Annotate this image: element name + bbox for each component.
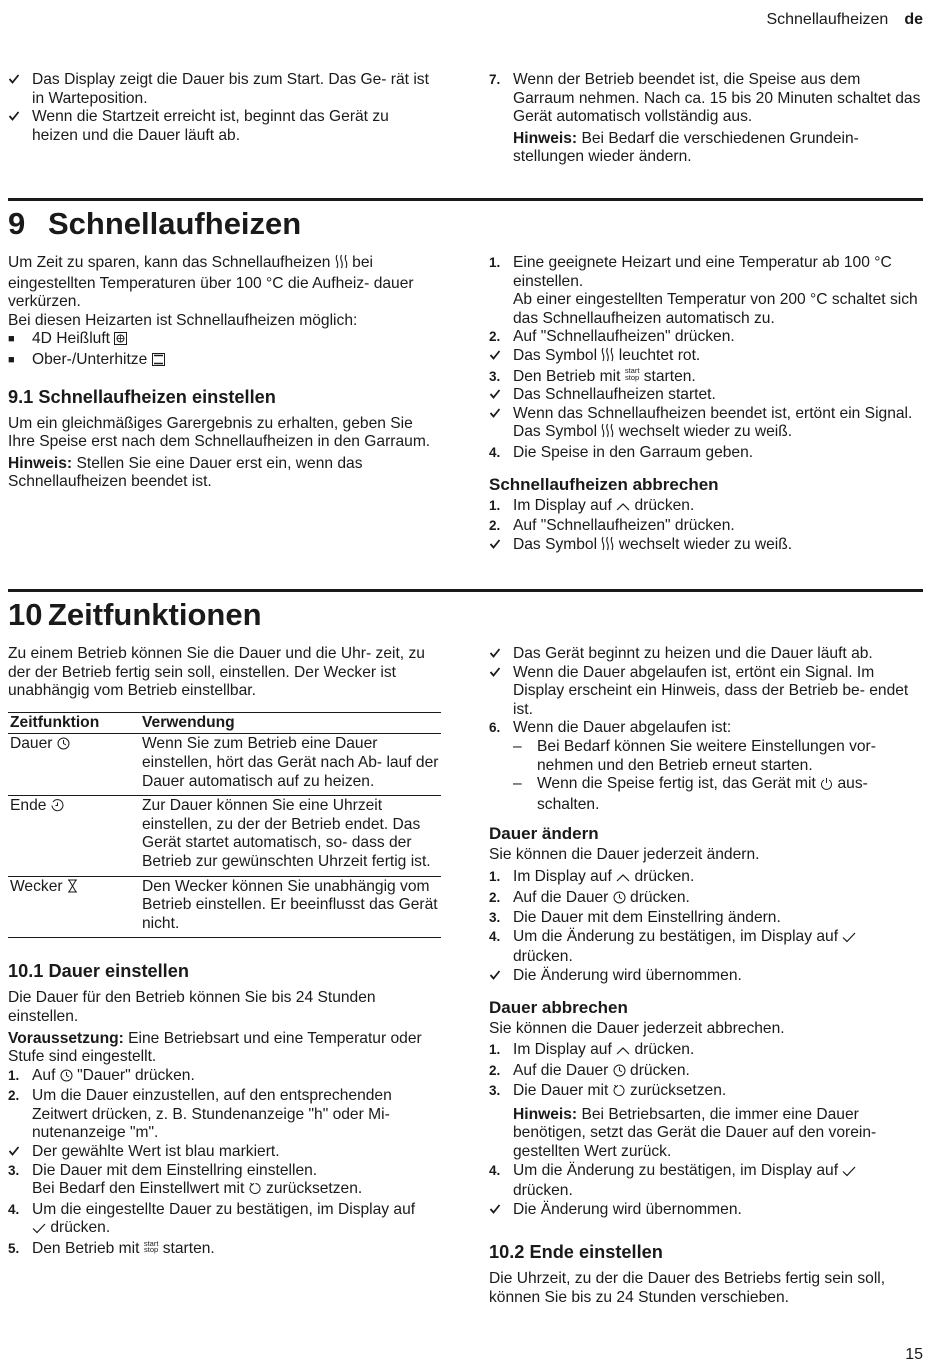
result-item: Das Schnellaufheizen startet. <box>489 386 921 405</box>
section-10-right <box>489 645 921 1308</box>
result-item: Die Änderung wird übernommen. <box>489 1201 921 1220</box>
confirm-check-icon <box>32 1221 46 1240</box>
reset-icon <box>249 1182 262 1201</box>
result-item: Wenn die Startzeit erreicht ist, beginnt das Gerät zu heizen und die Dauer läuft ab. <box>8 108 436 145</box>
step-item: 2. Auf die Dauer drücken. <box>489 1062 921 1083</box>
section-rule <box>8 198 923 201</box>
section-9-left <box>8 254 436 492</box>
check-icon <box>489 405 511 424</box>
start-stop-icon: start stop <box>624 366 640 382</box>
check-icon <box>489 664 511 683</box>
step-item: 4. Um die Änderung zu bestätigen, im Display auf drücken. <box>489 928 921 967</box>
hot-air-4d-icon <box>114 332 127 351</box>
check-icon <box>489 386 511 405</box>
rapid-heat-icon <box>601 536 614 557</box>
header-title: Schnellaufheizen <box>766 11 889 28</box>
check-icon <box>489 967 511 986</box>
check-icon <box>489 645 511 664</box>
subsection-heading: Dauer abbrechen <box>489 997 628 1017</box>
hint: Hinweis: Bei Bedarf die verschiedenen Grundein- stellungen wieder ändern. <box>513 129 859 166</box>
step-item: 3. Die Dauer mit dem Einstellring ändern. <box>489 909 781 927</box>
paragraph: Um Zeit zu sparen, kann das Schnellaufheizen bei eingestellten Temperaturen über 100 °C die Aufheiz- dauer verkürzen. <box>8 254 414 311</box>
list-item: ■ Ober-/Unterhitze <box>8 351 436 372</box>
step-item: 3. Die Dauer mit dem Einstellring einstellen. Bei Bedarf den Einstellwert mit zurücksetzen. <box>8 1162 436 1201</box>
result-item: Das Symbol wechselt wieder zu weiß. <box>489 536 921 557</box>
subsection-heading: Dauer ändern <box>489 824 599 844</box>
section-9-right <box>489 254 921 556</box>
page-header <box>766 11 923 30</box>
step-item: 1. Im Display auf drücken. <box>489 868 921 889</box>
rapid-heat-icon <box>335 254 348 275</box>
step-item: 1. Im Display auf drücken. <box>489 497 921 518</box>
page-number: 15 <box>905 1346 923 1364</box>
table-row: Wecker Den Wecker können Sie unabhängig vom Betrieb einstellen. Er beeinflusst das Gerät nicht. <box>8 876 441 938</box>
confirm-check-icon <box>842 1164 856 1183</box>
duration-icon <box>60 1069 73 1088</box>
step-item: 6. Wenn die Dauer abgelaufen ist: – Bei Bedarf können Sie weitere Einstellungen vor- nehmen und den Betrieb erneut starten. – Wenn die Speise fertig ist, das Gerät mit aus- schalten. <box>489 719 921 814</box>
paragraph: Bei diesen Heizarten ist Schnellaufheizen möglich: <box>8 311 358 329</box>
top-left-block <box>8 71 436 145</box>
reset-icon <box>613 1084 626 1103</box>
table-row: Dauer Wenn Sie zum Betrieb eine Dauer einstellen, hört das Gerät nach Ab- lauf der Dauer automatisch auf zu heizen. <box>8 734 441 796</box>
list-item: – Bei Bedarf können Sie weitere Einstellungen vor- nehmen und den Betrieb erneut starten. <box>513 737 876 774</box>
result-item: Die Änderung wird übernommen. <box>489 967 921 986</box>
duration-icon <box>613 891 626 910</box>
section-9-heading: 9 Schnellaufheizen <box>8 206 302 241</box>
section-10-left <box>8 645 439 1259</box>
chevron-up-icon <box>616 1043 630 1062</box>
confirm-check-icon <box>842 930 856 949</box>
step-item: 2. Auf "Schnellaufheizen" drücken. <box>489 517 735 535</box>
end-time-icon <box>51 799 64 818</box>
hint: Hinweis: Bei Betriebsarten, die immer eine Dauer benötigen, setzt das Gerät die Dauer auf den vorein- gestellten Wert zurück. <box>513 1105 877 1161</box>
timer-icon <box>67 879 78 899</box>
step-item: 4. Um die Änderung zu bestätigen, im Display auf drücken. <box>489 1162 921 1201</box>
prerequisite: Voraussetzung: Eine Betriebsart und eine Temperatur oder Stufe sind eingestellt. <box>8 1029 422 1066</box>
check-icon <box>489 536 511 555</box>
header-lang: de <box>904 11 923 28</box>
section-rule <box>8 589 923 592</box>
subsection-heading: 9.1 Schnellaufheizen einstellen <box>8 386 276 407</box>
step-item: 1. Eine geeignete Heizart und eine Temperatur ab 100 °C einstellen. Ab einer eingestellten Temperatur von 200 °C schaltet sich das Schnellaufheizen automatisch zu. <box>489 254 918 327</box>
duration-icon <box>57 737 70 756</box>
chevron-up-icon <box>616 870 630 889</box>
result-item: Das Symbol leuchtet rot. <box>489 347 921 368</box>
subsection-heading: Schnellaufheizen abbrechen <box>489 474 719 494</box>
top-bottom-heat-icon <box>152 353 165 372</box>
check-icon <box>489 1201 511 1220</box>
subsection-heading: 10.2 Ende einstellen <box>489 1242 663 1263</box>
step-item: 1. Auf "Dauer" drücken. <box>8 1067 436 1088</box>
hint: Hinweis: Stellen Sie eine Dauer erst ein, wenn das Schnellaufheizen beendet ist. <box>8 454 363 491</box>
check-icon <box>8 1143 30 1162</box>
duration-icon <box>613 1064 626 1083</box>
table-header-row: Zeitfunktion Verwendung <box>8 712 441 734</box>
result-item: Das Gerät beginnt zu heizen und die Dauer läuft ab. <box>489 645 921 664</box>
chevron-up-icon <box>616 499 630 518</box>
paragraph: Sie können die Dauer jederzeit ändern. <box>489 846 760 864</box>
step-item: 2. Auf die Dauer drücken. <box>489 889 921 910</box>
paragraph: Zu einem Betrieb können Sie die Dauer und die Uhr- zeit, zu der der Betrieb fertig sein soll, einstellen. Der Wecker ist unabhängig vom Betrieb einstellbar. <box>8 645 425 700</box>
rapid-heat-icon <box>601 423 614 444</box>
step-item: 2. Um die Dauer einzustellen, auf den entsprechenden Zeitwert drücken, z. B. Stundenanzeige "h" oder Mi- nutenanzeige "m". <box>8 1087 392 1142</box>
step-item: 7. Wenn der Betrieb beendet ist, die Speise aus dem Garraum nehmen. Nach ca. 15 bis 20 Minuten schaltet das Gerät automatisch vollständig aus. <box>489 71 921 126</box>
step-item: 2. Auf "Schnellaufheizen" drücken. <box>489 328 735 346</box>
step-item: 3. Den Betrieb mit start stop starten. <box>489 366 696 385</box>
time-function-table <box>8 712 441 939</box>
result-item: Wenn die Dauer abgelaufen ist, ertönt ein Signal. Im Display erscheint ein Hinweis, dass der Betrieb be- endet ist. <box>489 664 921 720</box>
top-right-block <box>489 71 921 167</box>
list-item: – Wenn die Speise fertig ist, das Gerät mit aus- schalten. <box>513 775 868 813</box>
step-item: 3. Die Dauer mit zurücksetzen. Hinweis: Bei Betriebsarten, die immer eine Dauer benötigen, setzt das Gerät die Dauer auf den vorein- gestellten Wert zurück. <box>489 1082 921 1161</box>
step-item: 4. Die Speise in den Garraum geben. <box>489 443 754 461</box>
result-item: Das Display zeigt die Dauer bis zum Start. Das Ge- rät ist in Warteposition. <box>8 71 436 108</box>
subsection-heading: 10.1 Dauer einstellen <box>8 961 189 982</box>
table-row: Ende Zur Dauer können Sie eine Uhrzeit einstellen, zu der der Betrieb endet. Das Gerät startet automatisch, so- dass der Betrieb zur gewünschten Uhrzeit fertig ist. <box>8 796 441 876</box>
step-item: 4. Um die eingestellte Dauer zu bestätigen, im Display auf drücken. <box>8 1201 436 1240</box>
paragraph: Die Uhrzeit, zu der die Dauer des Betriebs fertig sein soll, können Sie bis zu 24 Stunden verschieben. <box>489 1270 886 1307</box>
step-item: 5. Den Betrieb mit start stop starten. <box>8 1238 215 1258</box>
list-item: ■ 4D Heißluft <box>8 330 436 351</box>
section-10-heading: 10 Zeitfunktionen <box>8 597 262 632</box>
result-item: Der gewählte Wert ist blau markiert. <box>8 1143 436 1162</box>
paragraph: Um ein gleichmäßiges Garergebnis zu erhalten, geben Sie Ihre Speise erst nach dem Schnellaufheizen in den Garraum. <box>8 414 431 451</box>
step-item: 1. Im Display auf drücken. <box>489 1041 921 1062</box>
start-stop-icon: start stop <box>143 1238 159 1255</box>
paragraph: Die Dauer für den Betrieb können Sie bis 24 Stunden einstellen. <box>8 989 376 1025</box>
rapid-heat-icon <box>601 347 614 368</box>
check-icon <box>489 347 511 366</box>
power-icon <box>820 777 833 796</box>
check-icon <box>8 108 30 127</box>
paragraph: Sie können die Dauer jederzeit abbrechen. <box>489 1019 785 1037</box>
result-item: Wenn das Schnellaufheizen beendet ist, ertönt ein Signal. Das Symbol wechselt wieder zu weiß. <box>489 405 921 444</box>
check-icon <box>8 71 30 90</box>
